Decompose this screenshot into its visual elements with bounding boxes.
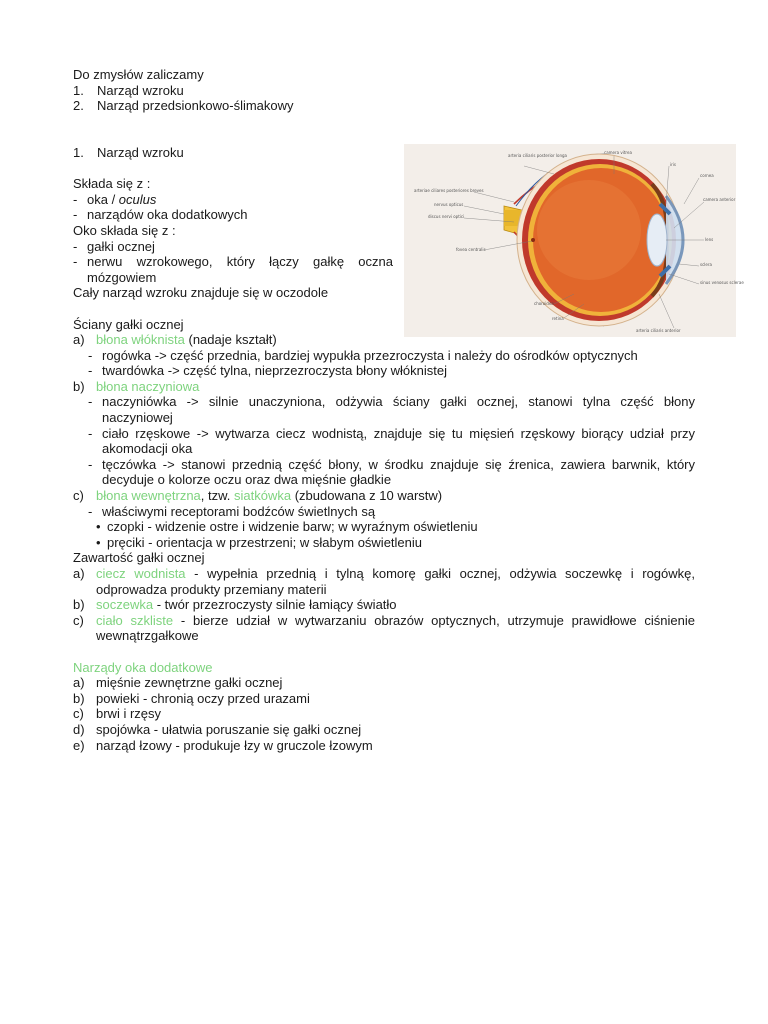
figure-label: discus nervi optici [428, 214, 465, 219]
paragraph: Cały narząd wzroku znajduje się w oczodole [73, 285, 329, 301]
eyeball-diagram [404, 144, 744, 337]
list-item: - gałki ocznej [73, 238, 155, 254]
list-item-continuation: mózgowiem [87, 269, 157, 285]
contents-heading: Zawartość gałki ocznej [73, 550, 205, 566]
figure-label: choroidea [534, 301, 554, 306]
sub-item: - rogówka -> część przednia, bardziej wypukła przezroczysta i należy do ośrodków optycznych [88, 347, 638, 363]
list-item: e) narząd łzowy - produkuje łzy w gruczole łzowym [73, 737, 373, 753]
figure-label: arteria ciliaris posterior longa [508, 153, 568, 158]
list-item: 2. Narząd przedsionkowo-ślimakowy [73, 98, 294, 114]
figure-label: camera vitrea [604, 150, 632, 155]
list-item: c) błona wewnętrzna, tzw. siatkówka (zbudowana z 10 warstw) [73, 488, 443, 504]
intro-heading: Do zmysłów zaliczamy [73, 67, 204, 82]
list-item: a) mięśnie zewnętrzne gałki ocznej [73, 675, 283, 691]
section-heading: 1. Narząd wzroku [73, 144, 184, 160]
list-item: - nerwu wzrokowego, który łączy gałkę oczna [73, 254, 393, 270]
figure-label: sclera [700, 262, 712, 267]
figure-label: iris [670, 162, 676, 167]
walls-heading: Ściany gałki ocznej [73, 316, 184, 332]
list-item: b) powieki - chronią oczy przed urazami [73, 690, 310, 706]
accessory-heading: Narządy oka dodatkowe [73, 659, 213, 675]
list-item: d) spojówka - ułatwia poruszanie się gałki ocznej [73, 721, 362, 737]
figure-label: retina [552, 316, 564, 321]
paragraph: Oko składa się z : [73, 222, 176, 238]
figure-label: lens [705, 237, 714, 242]
figure-label: arteriae ciliares posteriores breves [414, 188, 484, 193]
sub-item: - naczyniówka -> silnie unaczyniona, odżywia ściany gałki ocznej, stanowi tylna część błony naczyniowej [88, 394, 695, 426]
sub-item: - twardówka -> część tylna, nieprzezroczysta błony włóknistej [88, 363, 448, 379]
list-item: 1. Narząd wzroku [73, 82, 184, 98]
paragraph: Składa się z : [73, 176, 151, 192]
sub-item: - tęczówka -> stanowi przednią część błony, w środku znajduje się źrenica, zawiera barwnik, który decyduje o kolorze oczu oraz dwa mięśnie gładkie [88, 456, 695, 488]
list-item: - oka / oculus [73, 191, 157, 207]
list-item: a) błona włóknista (nadaje kształt) [73, 332, 277, 348]
bullet-item: • czopki - widzenie ostre i widzenie barw; w wyraźnym oświetleniu [96, 519, 478, 535]
figure-label: fovea centralis [456, 247, 486, 252]
figure-label: arteria ciliaris anterior [636, 328, 681, 333]
list-item: c) brwi i rzęsy [73, 706, 162, 722]
figure-label: camera anterior [703, 197, 736, 202]
figure-label: sinus venosus sclerae [700, 280, 744, 285]
bullet-item: • pręciki - orientacja w przestrzeni; w słabym oświetleniu [96, 534, 423, 550]
list-item: c) ciało szkliste - bierze udział w wytwarzaniu obrazów optycznych, utrzymuje prawidłowe ciśnienie wewnątrzgałkowe [73, 612, 695, 644]
sub-item: - właściwymi receptorami bodźców świetlnych są [88, 503, 376, 519]
figure-label: nervus opticus [434, 202, 464, 207]
list-item: b) błona naczyniowa [73, 378, 200, 394]
list-item: a) ciecz wodnista - wypełnia przednią i tylną komorę gałki ocznej, odżywia soczewkę i rogówkę, odprowadza produkty przemiany materii [73, 566, 695, 597]
list-item: b) soczewka - twór przezroczysty silnie łamiący światło [73, 597, 397, 613]
figure-label: cornea [700, 173, 714, 178]
list-item: - narządów oka dodatkowych [73, 207, 248, 223]
sub-item: - ciało rzęskowe -> wytwarza ciecz wodnistą, znajduje się tu mięsień rzęskowy biorący udział przy akomodacji oka [88, 425, 695, 457]
